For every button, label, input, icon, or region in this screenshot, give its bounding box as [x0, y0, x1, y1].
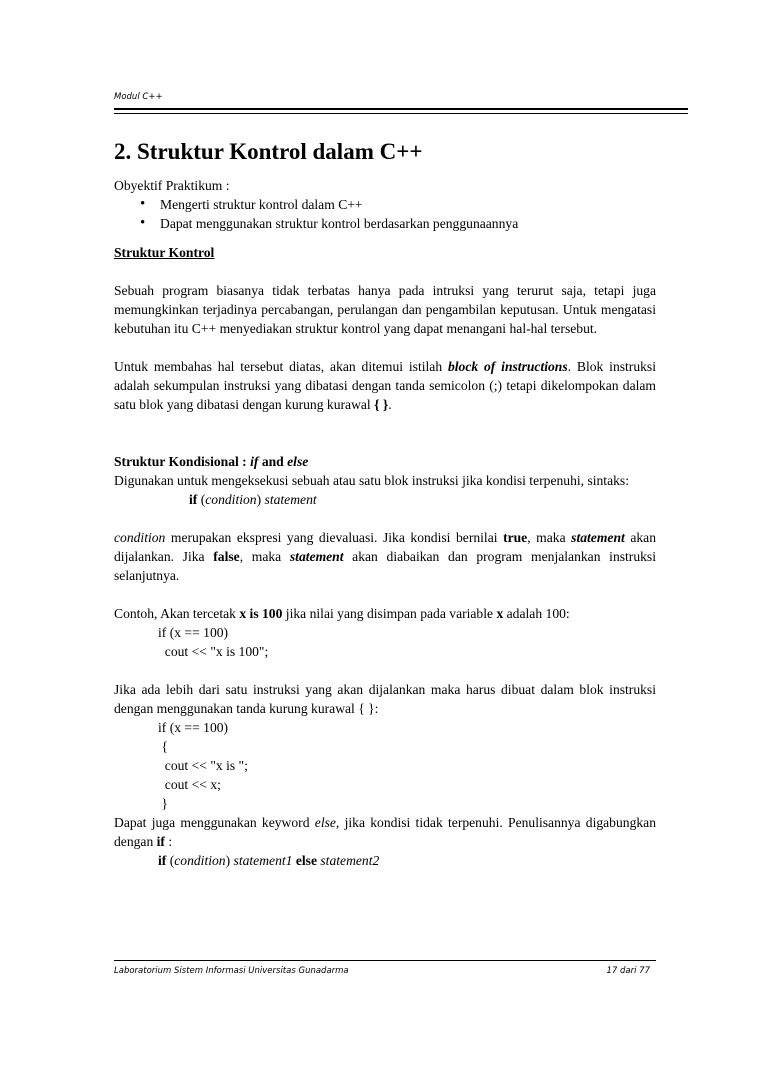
paragraph: Jika ada lebih dari satu instruksi yang akan dijalankan maka harus dibuat dalam blok instruksi dengan menggunakan tanda kurung kurawal { }: — [114, 682, 656, 716]
header-rule-thin — [114, 113, 688, 114]
paragraph: Dapat juga menggunakan keyword else, jika kondisi tidak terpenuhi. Penulisannya digabungkan dengan if : — [114, 815, 656, 849]
code-line: } — [158, 796, 168, 811]
running-header: Modul C++ — [114, 92, 163, 102]
code-line: cout << "x is "; — [158, 758, 248, 773]
paragraph: Digunakan untuk mengeksekusi sebuah atau satu blok instruksi jika kondisi terpenuhi, sintaks: — [114, 473, 629, 488]
running-footer — [114, 966, 656, 976]
footer-institution: Laboratorium Sistem Informasi Universitas Gunadarma — [114, 966, 349, 976]
code-block — [158, 623, 656, 661]
paragraph: Contoh, Akan tercetak x is 100 jika nilai yang disimpan pada variable x adalah 100: — [114, 606, 570, 621]
section-title: Struktur Kontrol — [114, 245, 215, 260]
paragraph: Untuk membahas hal tersebut diatas, akan ditemui istilah block of instructions. Blok instruksi adalah sekumpulan instruksi yang dibatasi dengan tanda semicolon (;) tetapi dikelompokan dalam satu blok yang dibatasi dengan kurung kurawal { }. — [114, 359, 656, 412]
objective-list — [114, 195, 656, 233]
code-line: { — [158, 739, 168, 754]
syntax-line: if (condition) statement1 else statement2 — [158, 853, 380, 868]
header-rule-thick — [114, 108, 688, 110]
document-body — [114, 138, 656, 870]
code-block — [158, 718, 656, 813]
objective-label: Obyektif Praktikum : — [114, 178, 230, 193]
paragraph: condition merupakan ekspresi yang dievaluasi. Jika kondisi bernilai true, maka statement akan dijalankan. Jika false, maka statement akan diabaikan dan program menjalankan instruksi selanjutnya. — [114, 530, 656, 583]
code-line: if (x == 100) — [158, 625, 229, 640]
code-line: if (x == 100) — [158, 720, 229, 735]
code-line: cout << "x is 100"; — [158, 644, 269, 659]
list-item: • Dapat menggunakan struktur kontrol berdasarkan penggunaannya — [140, 214, 656, 233]
term-emphasis: block of instructions — [447, 359, 568, 374]
footer-rule — [114, 960, 656, 961]
section-title: Struktur Kondisional : if and else — [114, 454, 309, 469]
chapter-heading: 2. Struktur Kontrol dalam C++ — [114, 139, 423, 164]
paragraph: Sebuah program biasanya tidak terbatas hanya pada intruksi yang terurut saja, tetapi juga memungkinkan terjadinya percabangan, perulangan dan pengambilan keputusan. Untuk mengatasi kebutuhan itu C++ menyediakan struktur kontrol yang dapat menangani hal-hal tersebut. — [114, 283, 656, 336]
syntax-line: if (condition) statement — [189, 492, 317, 507]
code-line: cout << x; — [158, 777, 221, 792]
list-item: • Mengerti struktur kontrol dalam C++ — [140, 195, 656, 214]
braces-emphasis: { } — [374, 397, 389, 412]
page-number: 17 dari 77 — [606, 966, 650, 976]
